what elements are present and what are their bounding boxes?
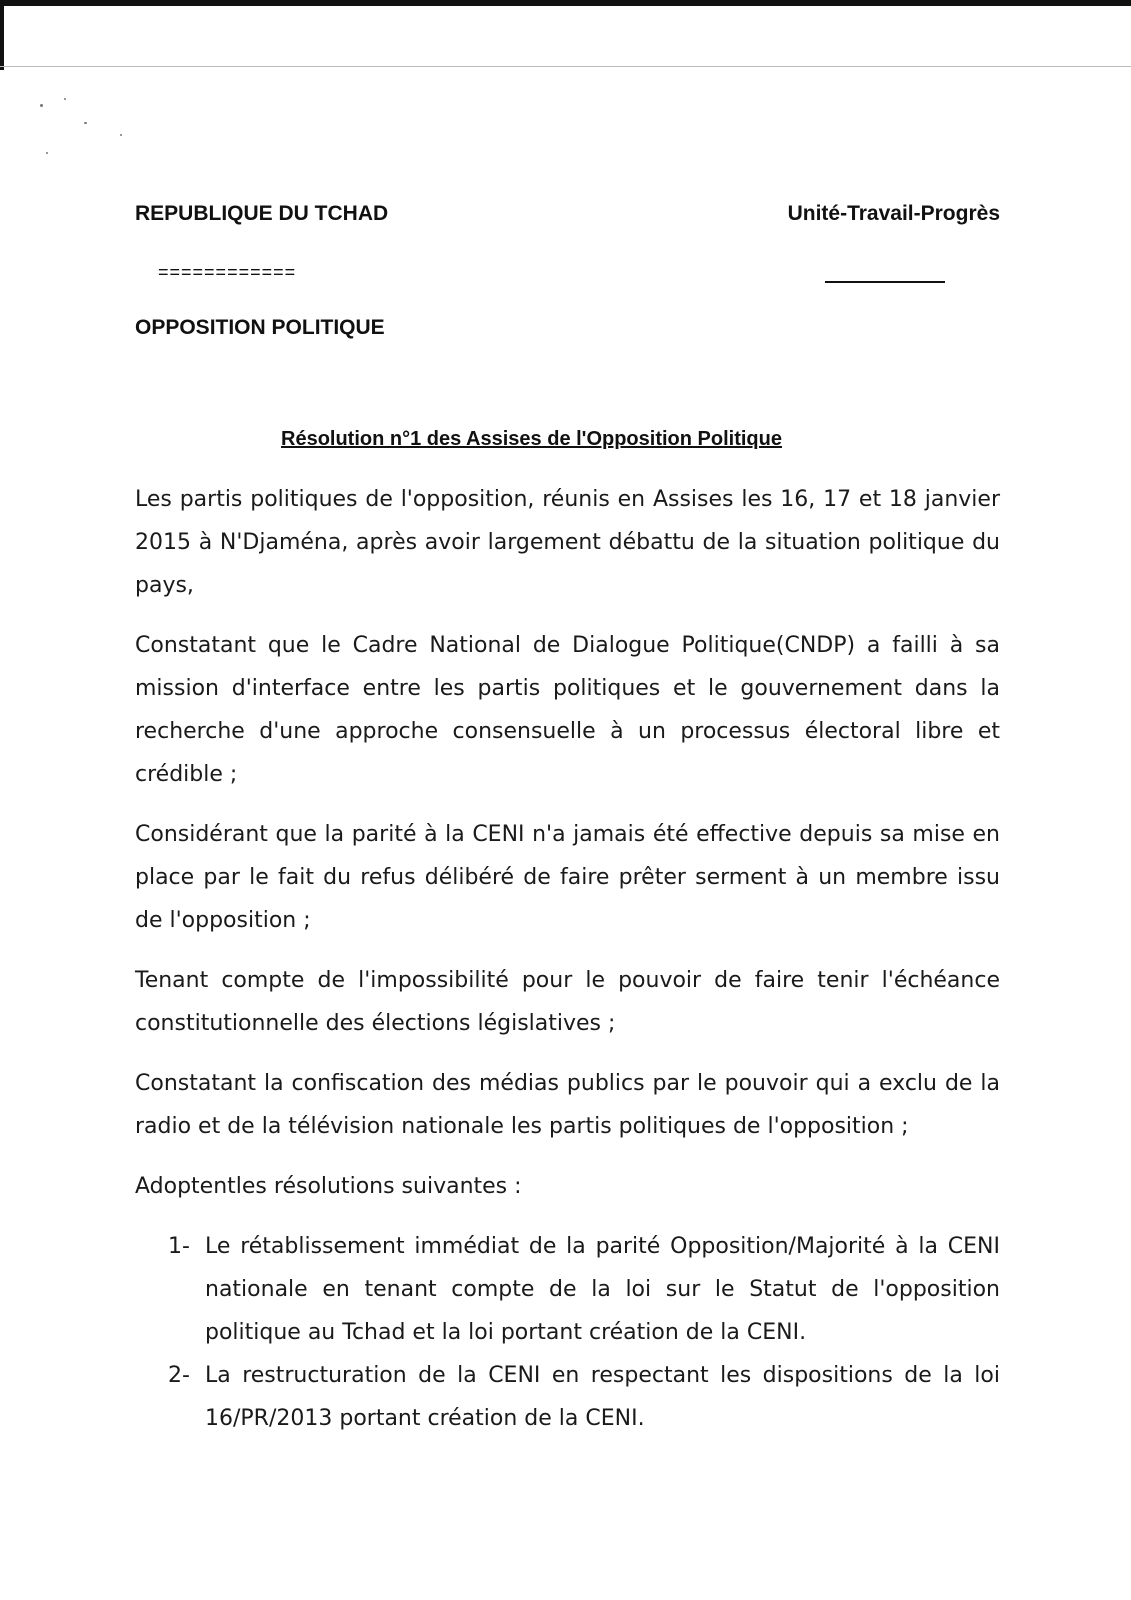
considerant-paragraph: Tenant compte de l'impossibilité pour le pouvoir de faire tenir l'échéance constitutionnelle des élections législatives ; (135, 968, 1000, 1036)
scan-speck (84, 122, 87, 124)
resolution-item (135, 1225, 1000, 1354)
document-body (135, 478, 1000, 1440)
resolution-list (135, 1225, 1000, 1440)
adoption-statement: Adoptentles résolutions suivantes : (135, 1174, 522, 1199)
header-separator: ============ (158, 262, 297, 282)
intro-paragraph: Les partis politiques de l'opposition, réunis en Assises les 16, 17 et 18 janvier 2015 à N'Djaména, après avoir largement débattu de la situation politique du pays, (135, 487, 1000, 598)
motto-underline (825, 281, 945, 283)
scan-speck (46, 152, 48, 154)
organization-heading: OPPOSITION POLITIQUE (135, 316, 385, 339)
resolution-number: 1- (168, 1234, 190, 1259)
scan-speck (64, 98, 66, 100)
considerant-paragraph: Constatant la confiscation des médias publics par le pouvoir qui a exclu de la radio et de la télévision nationale les partis politiques de l'opposition ; (135, 1071, 1000, 1139)
scan-speck (120, 134, 122, 136)
resolution-title: Résolution n°1 des Assises de l'Opposition Politique (281, 428, 782, 450)
resolution-text: La restructuration de la CENI en respectant les dispositions de la loi 16/PR/2013 portant création de la CENI. (205, 1363, 1000, 1431)
resolution-item (135, 1354, 1000, 1440)
scan-edge-left (0, 0, 4, 70)
considerant-paragraph: Constatant que le Cadre National de Dialogue Politique(CNDP) a failli à sa mission d'interface entre les partis politiques et le gouvernement dans la recherche d'une approche consensuelle à un processus électoral libre et crédible ; (135, 633, 1000, 787)
country-heading: REPUBLIQUE DU TCHAD (135, 202, 389, 225)
scan-edge-top (0, 0, 1131, 6)
resolution-text: Le rétablissement immédiat de la parité Opposition/Majorité à la CENI nationale en tenant compte de la loi sur le Statut de l'opposition politique au Tchad et la loi portant création de la CENI. (205, 1234, 1000, 1345)
resolution-number: 2- (168, 1363, 190, 1388)
national-motto: Unité-Travail-Progrès (787, 202, 1000, 225)
scan-speck (40, 104, 43, 107)
considerant-paragraph: Considérant que la parité à la CENI n'a jamais été effective depuis sa mise en place par le fait du refus délibéré de faire prêter serment à un membre issu de l'opposition ; (135, 822, 1000, 933)
scan-fold-line (0, 66, 1131, 67)
